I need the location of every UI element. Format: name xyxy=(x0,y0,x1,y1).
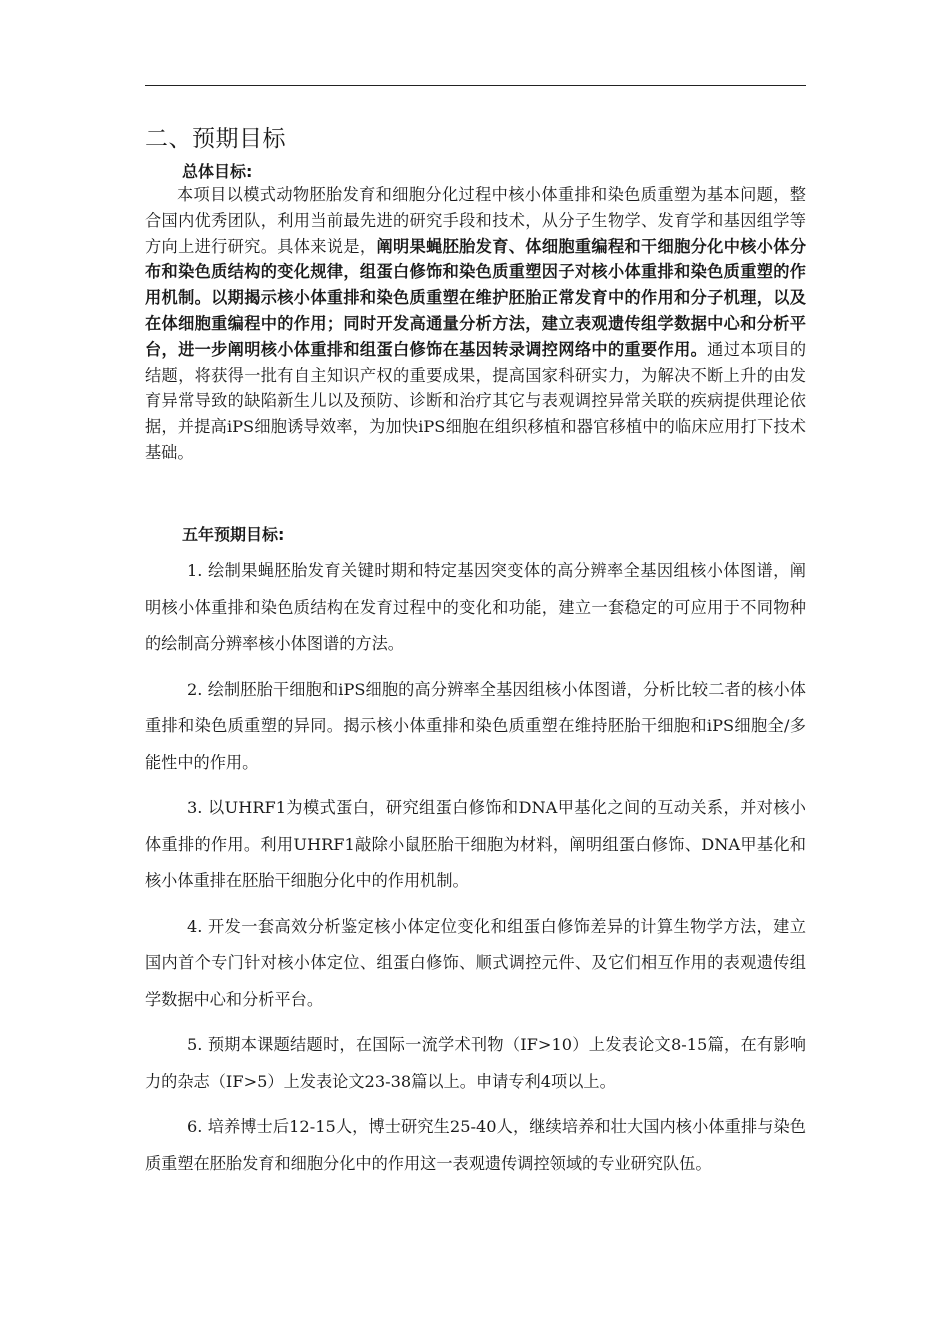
goal-item-3: 3. 以UHRF1为模式蛋白，研究组蛋白修饰和DNA甲基化之间的互动关系，并对核小体重排的作用。利用UHRF1敲除小鼠胚胎干细胞为材料，阐明组蛋白修饰、DNA甲基化和核小体重排在胚胎干细胞分化中的作用机制。 xyxy=(145,798,806,890)
overall-outro-text: 通过本项目的结题，将获得一批有自主知识产权的重要成果，提高国家科研实力，为解决不断上升的由发育异常导致的缺陷新生儿以及预防、诊断和治疗其它与表观调控异常关联的疾病提供理论依据，并提高iPS细胞诱导效率，为加快iPS细胞在组织移植和器官移植中的临床应用打下技术基础。 xyxy=(145,339,807,462)
goal-item-2: 2. 绘制胚胎干细胞和iPS细胞的高分辨率全基因组核小体图谱，分析比较二者的核小体重排和染色质重塑的异同。揭示核小体重排和染色质重塑在维持胚胎干细胞和iPS细胞全/多能性中的作用。 xyxy=(145,679,806,772)
overall-intro-text: 本项目以模式动物胚胎发育和细胞分化过程中核小体重排和染色质重塑为基本问题，整合国内优秀团队，利用当前最先进的研究手段和技术，从分子生物学、发育学和基因组学等方向上进行研究。具体来说是， xyxy=(145,185,806,256)
goal-item-1: 1. 绘制果蝇胚胎发育关键时期和特定基因突变体的高分辨率全基因组核小体图谱，阐明核小体重排和染色质结构在发育过程中的变化和功能，建立一套稳定的可应用于不同物种的绘制高分辨率核小体图谱的方法。 xyxy=(145,561,806,653)
goal-item-6: 6. 培养博士后12-15人，博士研究生25-40人，继续培养和壮大国内核小体重排与染色质重塑在胚胎发育和细胞分化中的作用这一表观遗传调控领域的专业研究队伍。 xyxy=(145,1117,806,1173)
five-year-goal-label: 五年预期目标: xyxy=(182,525,285,544)
overall-bold-text: 阐明果蝇胚胎发育、体细胞重编程和干细胞分化中核小体分布和染色质结构的变化规律，组蛋白修饰和染色质重塑因子对核小体重排和染色质重塑的作用机制。以期揭示核小体重排和染色质重塑在维护胚胎正常发育中的作用和分子机理，以及在体细胞重编程中的作用；同时开发高通量分析方法，建立表观遗传组学数据中心和分析平台，进一步阐明核小体重排和组蛋白修饰在基因转录调控网络中的重要作用。 xyxy=(145,236,807,359)
five-year-goal-list xyxy=(145,553,806,1191)
goal-item-4: 4. 开发一套高效分析鉴定核小体定位变化和组蛋白修饰差异的计算生物学方法，建立国内首个专门针对核小体定位、组蛋白修饰、顺式调控元件、及它们相互作用的表观遗传组学数据中心和分析平台。 xyxy=(145,916,806,1009)
overall-goal-paragraph xyxy=(145,182,806,466)
overall-goal-label: 总体目标: xyxy=(182,162,253,181)
header-rule xyxy=(145,85,806,86)
section-heading: 二、预期目标 xyxy=(145,126,286,152)
goal-item-5: 5. 预期本课题结题时，在国际一流学术刊物（IF>10）上发表论文8-15篇，在有影响力的杂志（IF>5）上发表论文23-38篇以上。申请专利4项以上。 xyxy=(145,1035,806,1091)
